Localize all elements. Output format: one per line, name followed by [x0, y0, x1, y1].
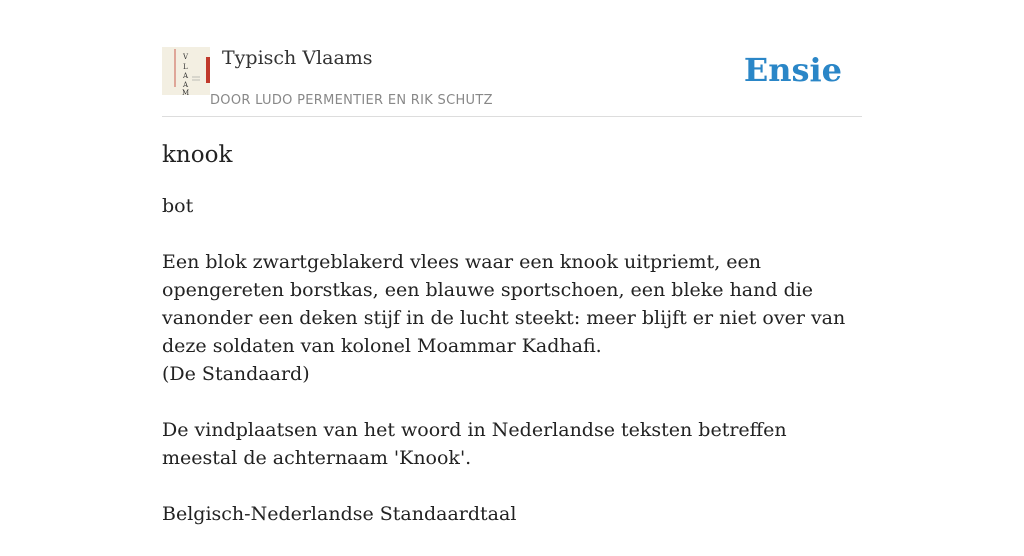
entry-body — [162, 192, 862, 556]
page-container — [162, 0, 862, 525]
book-cover-icon[interactable] — [162, 47, 210, 95]
entry-title: knook — [162, 142, 233, 168]
book-title[interactable]: Typisch Vlaams — [222, 47, 373, 69]
ensie-logo-link[interactable]: Ensie — [743, 51, 842, 89]
svg-text:L: L — [183, 63, 188, 71]
entry-note: De vindplaatsen van het woord in Nederlandse teksten betreffen meestal de achternaam 'Knook'. — [162, 419, 787, 469]
svg-text:M: M — [182, 89, 190, 97]
entry-source: (De Standaard) — [162, 363, 310, 385]
entry-example: Een blok zwartgeblakerd vlees waar een knook uitpriemt, een opengereten borstkas, een blauwe sportschoen, een bleke hand die vanonder een deken stijf in de lucht steekt: meer blijft er niet over van deze soldaten van kolonel Moammar Kadhafi. — [162, 251, 846, 357]
book-authors: DOOR LUDO PERMENTIER EN RIK SCHUTZ — [210, 93, 493, 108]
svg-text:A: A — [183, 81, 189, 89]
entry-category: Belgisch-Nederlandse Standaardtaal — [162, 503, 517, 525]
svg-text:V: V — [183, 53, 189, 61]
svg-text:A: A — [183, 72, 189, 80]
entry-definition: bot — [162, 195, 194, 217]
entry-header — [162, 0, 862, 117]
